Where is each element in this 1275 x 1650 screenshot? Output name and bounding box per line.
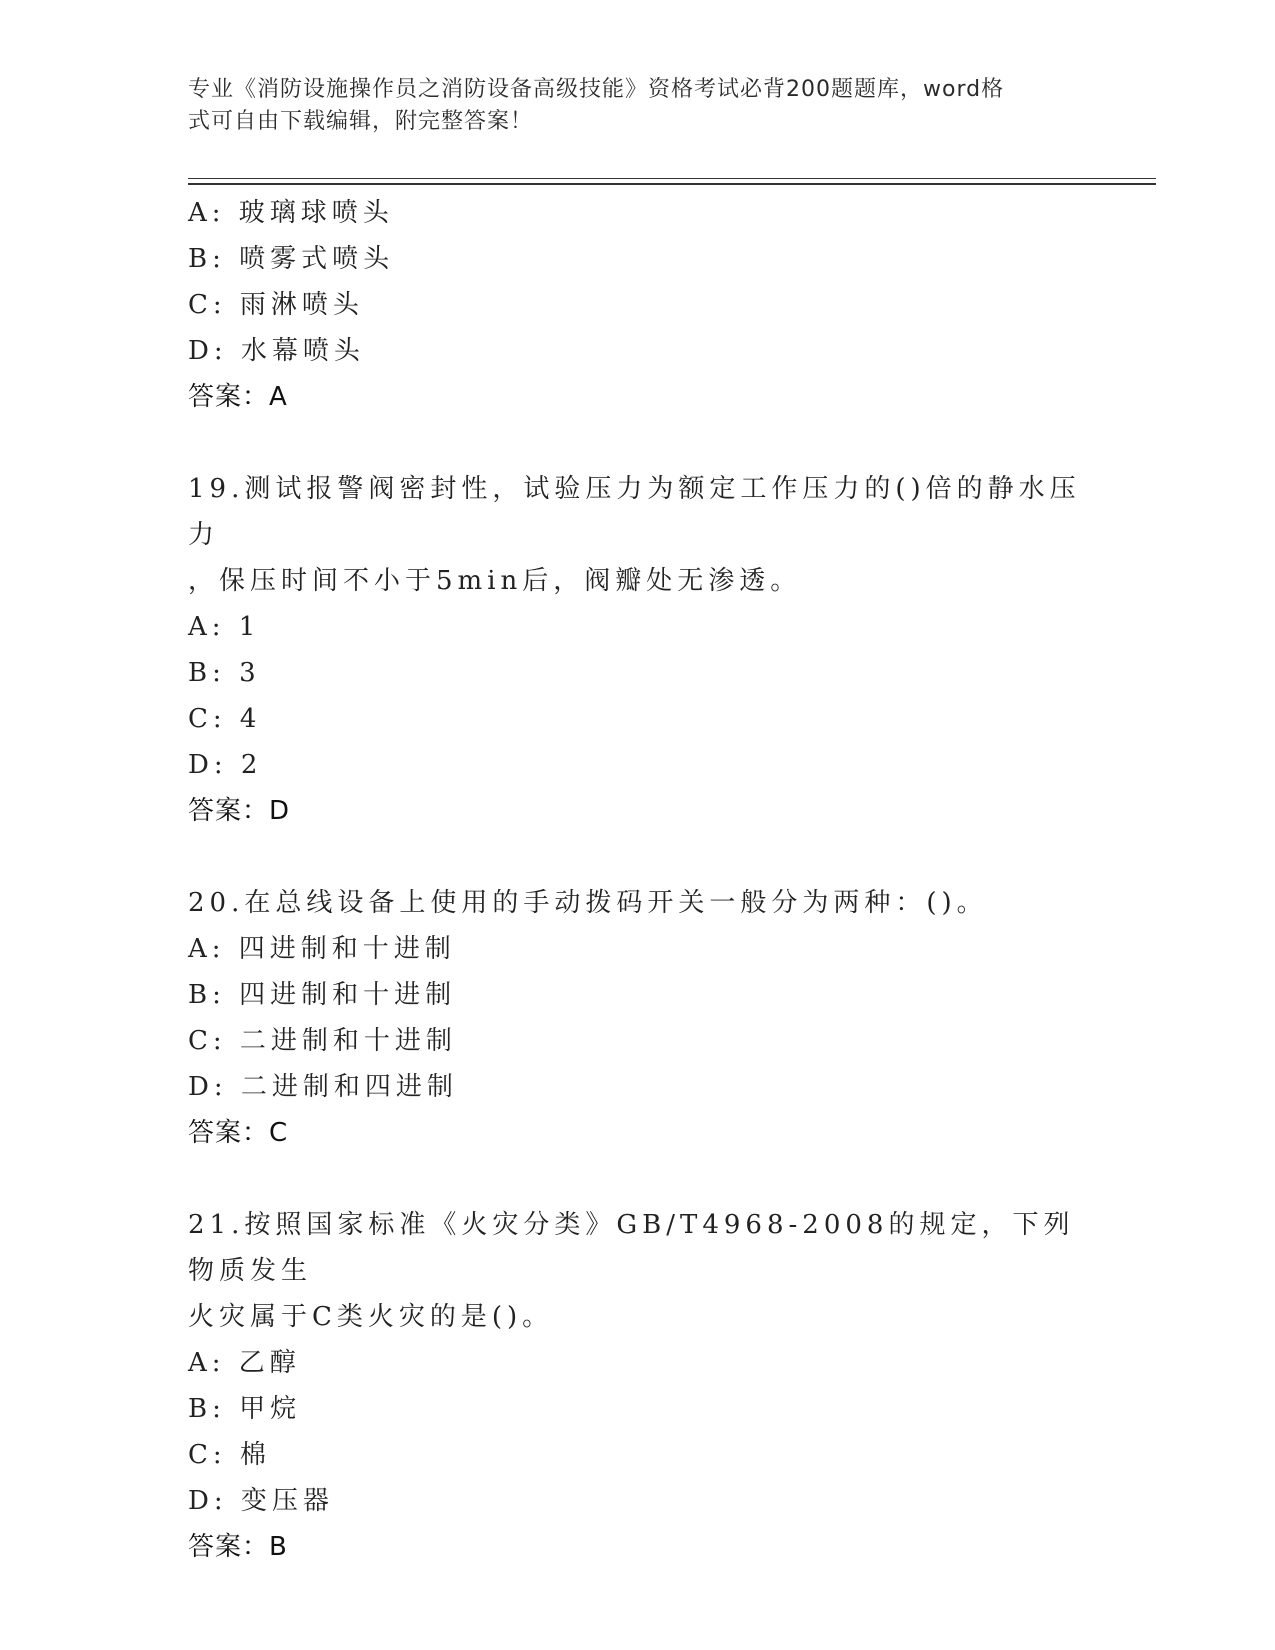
option-d: D: 水幕喷头 — [188, 336, 365, 366]
question-partial — [188, 190, 1088, 420]
option-b: B: 3 — [188, 658, 261, 688]
header-line-2: 式可自由下载编辑，附完整答案！ — [188, 109, 534, 134]
option-b: B: 甲烷 — [188, 1394, 302, 1424]
question-19 — [188, 466, 1088, 834]
question-20 — [188, 880, 1088, 1156]
question-text-line-1: 19.测试报警阀密封性，试验压力为额定工作压力的()倍的静水压力 — [188, 474, 1081, 550]
header-divider-thin — [188, 178, 1156, 179]
option-a: A: 1 — [188, 612, 261, 642]
option-a: A: 乙醇 — [188, 1348, 301, 1378]
spacer — [188, 1156, 1088, 1202]
option-d: D: 变压器 — [188, 1486, 334, 1516]
answer-label: 答案：D — [188, 796, 291, 826]
answer-label: 答案：C — [188, 1118, 289, 1148]
question-text-line-1: 20.在总线设备上使用的手动拨码开关一般分为两种：()。 — [188, 888, 988, 918]
question-text-line-1: 21.按照国家标准《火灾分类》GB/T4968-2008的规定，下列物质发生 — [188, 1210, 1075, 1286]
answer-label: 答案：B — [188, 1532, 288, 1562]
option-c: C: 4 — [188, 704, 262, 734]
question-list — [188, 190, 1088, 1570]
option-d: D: 二进制和四进制 — [188, 1072, 458, 1102]
question-text-line-2: ，保压时间不小于5min后，阀瓣处无渗透。 — [188, 566, 802, 596]
spacer — [188, 834, 1088, 880]
option-c: C: 雨淋喷头 — [188, 290, 364, 320]
option-c: C: 棉 — [188, 1440, 271, 1470]
option-b: B: 喷雾式喷头 — [188, 244, 395, 274]
option-d: D: 2 — [188, 750, 263, 780]
header-line-1: 专业《消防设施操作员之消防设备高级技能》资格考试必背200题题库，word格 — [188, 77, 1005, 102]
answer-label: 答案：A — [188, 382, 288, 412]
option-b: B: 四进制和十进制 — [188, 980, 457, 1010]
spacer — [188, 420, 1088, 466]
question-text-line-2: 火灾属于C类火灾的是()。 — [188, 1302, 554, 1332]
option-a: A: 玻璃球喷头 — [188, 198, 394, 228]
header-divider-thick — [188, 183, 1156, 185]
option-c: C: 二进制和十进制 — [188, 1026, 457, 1056]
question-21 — [188, 1202, 1088, 1570]
option-a: A: 四进制和十进制 — [188, 934, 456, 964]
document-header — [188, 74, 1088, 138]
